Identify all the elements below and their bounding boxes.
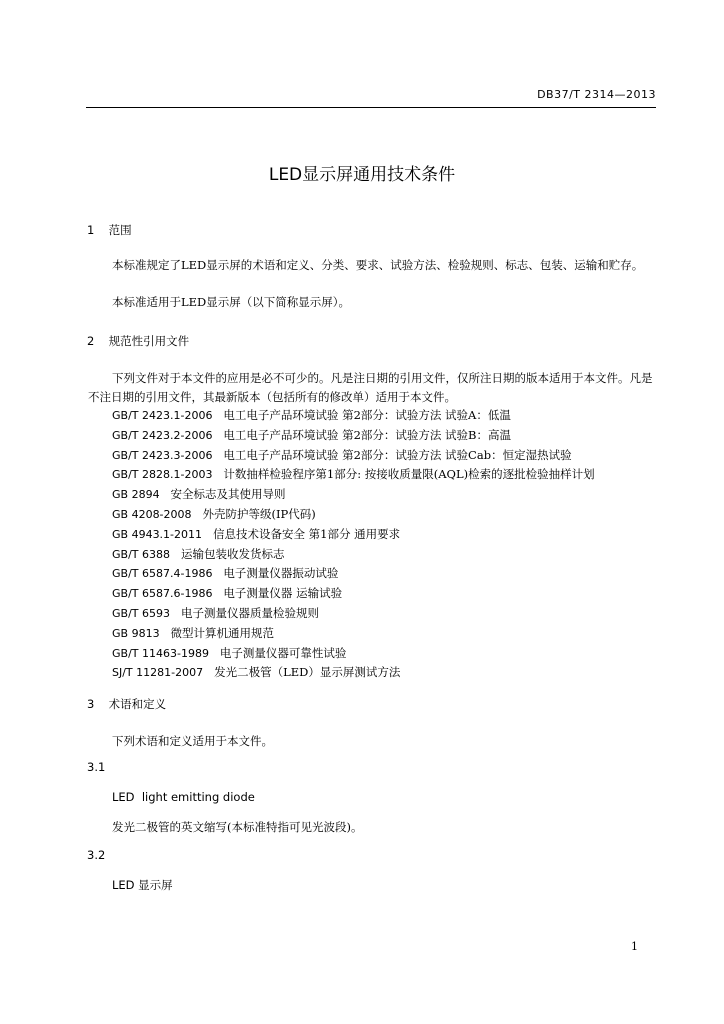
- term-3-1-definition: 发光二极管的英文缩写(本标准特指可见光波段)。: [112, 820, 363, 834]
- reference-list: [112, 406, 595, 683]
- list-item: GB 9813 微型计算机通用规范: [112, 625, 275, 640]
- list-item: GB/T 6587.4-1986 电子测量仪器振动试验: [112, 566, 339, 581]
- header-divider: [86, 107, 656, 108]
- list-item: GB/T 6587.6-1986 电子测量仪器 运输试验: [112, 586, 343, 601]
- page-number: 1: [631, 940, 638, 953]
- section-1-number: 1: [87, 223, 95, 237]
- term-3-1-number: 3.1: [87, 760, 106, 774]
- section-2-title: 规范性引用文件: [108, 334, 190, 348]
- list-item: GB/T 6593 电子测量仪器质量检验规则: [112, 605, 319, 620]
- section-3-intro: 下列术语和定义适用于本文件。: [112, 734, 273, 748]
- list-item: GB 4208-2008 外壳防护等级(IP代码): [112, 506, 316, 521]
- document-code: DB37/T 2314—2013: [537, 88, 656, 101]
- section-2-heading: [87, 333, 189, 349]
- list-item: GB/T 11463-1989 电子测量仪器可靠性试验: [112, 645, 347, 660]
- section-1-title: 范围: [108, 223, 132, 237]
- section-2-intro: 下列文件对于本文件的应用是必不可少的。凡是注日期的引用文件，仅所注日期的版本适用于本文件。凡是不注日期的引用文件，其最新版本（包括所有的修改单）适用于本文件。: [88, 371, 653, 404]
- list-item: GB/T 2423.2-2006 电工电子产品环境试验 第2部分：试验方法 试验B：高温: [112, 427, 511, 442]
- list-item: GB 2894 安全标志及其使用导则: [112, 487, 286, 502]
- section-1-heading: [87, 222, 132, 238]
- section-3-number: 3: [87, 697, 95, 711]
- list-item: GB/T 2423.3-2006 电工电子产品环境试验 第2部分：试验方法 试验Cab：恒定湿热试验: [112, 447, 572, 462]
- document-title: LED显示屏通用技术条件: [268, 165, 456, 185]
- term-3-2-title: LED 显示屏: [112, 878, 173, 892]
- term-3-1-title: LED light emitting diode: [112, 790, 255, 804]
- list-item: GB/T 2423.1-2006 电工电子产品环境试验 第2部分：试验方法 试验A：低温: [112, 408, 511, 422]
- list-item: GB 4943.1-2011 信息技术设备安全 第1部分 通用要求: [112, 526, 401, 541]
- section-1-paragraph-2: 本标准适用于LED显示屏（以下简称显示屏）。: [112, 295, 350, 309]
- term-3-2-number: 3.2: [87, 848, 106, 862]
- section-3-title: 术语和定义: [108, 697, 167, 711]
- section-1-paragraph-1: 本标准规定了LED显示屏的术语和定义、分类、要求、试验方法、检验规则、标志、包装、运输和贮存。: [112, 258, 644, 272]
- list-item: GB/T 6388 运输包装收发货标志: [112, 546, 285, 561]
- section-3-heading: [87, 696, 166, 712]
- list-item: SJ/T 11281-2007 发光二极管（LED）显示屏测试方法: [112, 665, 401, 680]
- list-item: GB/T 2828.1-2003 计数抽样检验程序第1部分: 按接收质量限(AQL)检索的逐批检验抽样计划: [112, 467, 595, 482]
- section-2-number: 2: [87, 334, 95, 348]
